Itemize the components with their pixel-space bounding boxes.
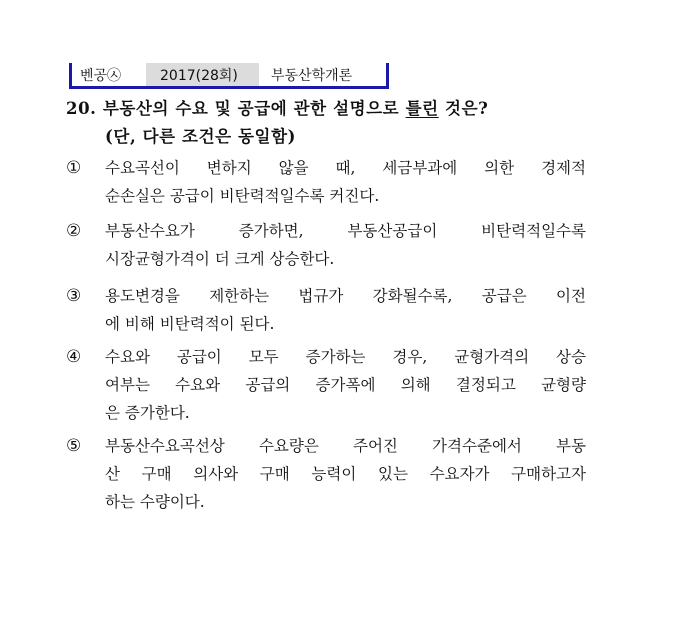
option-4-number: ④ (66, 347, 82, 367)
option-5-line: 부동산수요곡선상 수요량은 주어진 가격수준에서 부동 (105, 437, 586, 455)
option-2-line: 시장균형가격이 더 크게 상승한다. (105, 250, 335, 268)
option-1-line: 수요곡선이 변하지 않을 때, 세금부과에 의한 경제적 (105, 159, 586, 177)
option-5 (66, 432, 586, 516)
option-3-text (105, 282, 586, 338)
option-1 (66, 154, 586, 210)
option-3-line: 에 비해 비탄력적이 된다. (105, 315, 275, 333)
option-2-line: 부동산수요가 증가하면, 부동산공급이 비탄력적일수록 (105, 222, 586, 240)
question-suffix: 것은? (445, 99, 489, 118)
option-3-number: ③ (66, 286, 82, 306)
question-number: 20. (66, 99, 97, 118)
option-2-text (105, 217, 586, 273)
option-3-line: 용도변경을 제한하는 법규가 강화될수록, 공급은 이전 (105, 287, 586, 305)
option-4-line: 은 증가한다. (105, 404, 190, 422)
option-5-line: 산 구매 의사와 구매 능력이 있는 수요자가 구매하고자 (105, 465, 586, 483)
option-2 (66, 217, 586, 273)
option-3 (66, 282, 586, 338)
header-subject: 벤공㉦ (72, 63, 146, 86)
option-2-number: ② (66, 221, 82, 241)
option-5-number: ⑤ (66, 436, 82, 456)
question-negative-keyword: 틀린 (405, 99, 439, 118)
option-1-line: 순손실은 공급이 비탄력적일수록 커진다. (105, 187, 380, 205)
option-4-line: 여부는 수요와 공급의 증가폭에 의해 결정되고 균형량 (105, 376, 586, 394)
question (66, 95, 626, 151)
header-year: 2017(28회) (146, 63, 259, 86)
option-5-line: 하는 수량이다. (105, 493, 205, 511)
question-line-1 (66, 95, 626, 123)
exam-header (69, 63, 389, 89)
option-4-line: 수요와 공급이 모두 증가하는 경우, 균형가격의 상승 (105, 348, 586, 366)
question-note: (단, 다른 조건은 동일함) (105, 127, 297, 146)
option-1-number: ① (66, 158, 82, 178)
question-prefix: 부동산의 수요 및 공급에 관한 설명으로 (102, 99, 400, 118)
option-4 (66, 343, 586, 427)
option-1-text (105, 154, 586, 210)
option-5-text (105, 432, 586, 516)
option-4-text (105, 343, 586, 427)
header-course: 부동산학개론 (259, 63, 386, 86)
